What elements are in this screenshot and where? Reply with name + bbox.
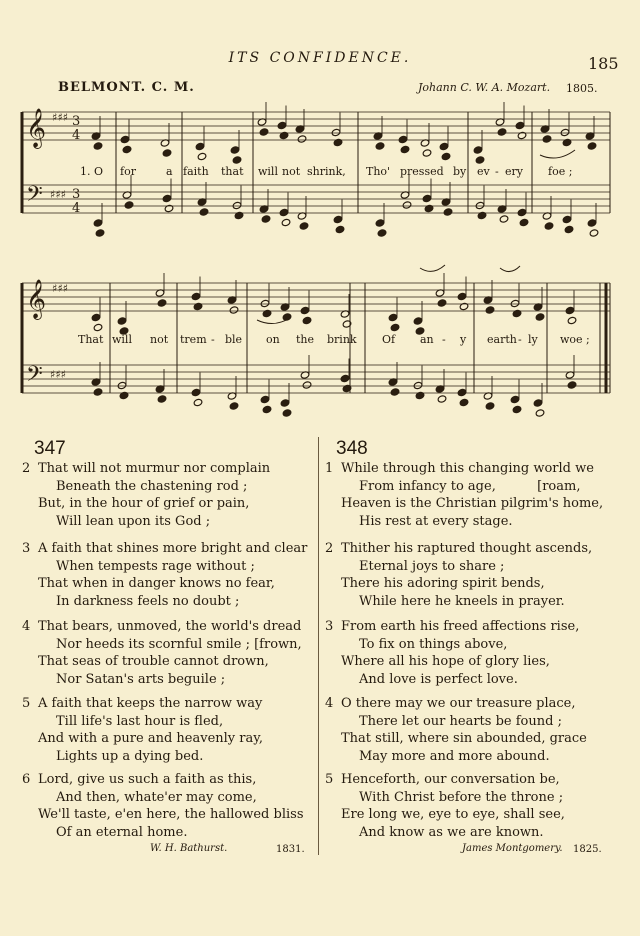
note bbox=[441, 152, 451, 160]
verse-line: Henceforth, our conversation be, bbox=[341, 772, 560, 787]
note bbox=[117, 317, 127, 325]
note bbox=[457, 292, 467, 300]
lyric-syllable: - bbox=[442, 333, 446, 346]
verse-line: While here he kneels in prayer. bbox=[359, 593, 565, 609]
note bbox=[402, 201, 412, 209]
verse-line: From earth his freed affections rise, bbox=[341, 619, 580, 634]
note bbox=[302, 381, 312, 389]
composer: Johann C. W. A. Mozart. bbox=[418, 81, 551, 94]
note bbox=[124, 201, 134, 209]
time-signature: 3 bbox=[72, 114, 81, 129]
note bbox=[340, 374, 350, 382]
lyric-syllable: ly bbox=[528, 333, 538, 346]
running-header: ITS CONFIDENCE. bbox=[228, 50, 412, 66]
note bbox=[497, 128, 507, 136]
note bbox=[517, 131, 527, 139]
verse-line: Will lean upon its God ; bbox=[56, 513, 211, 529]
note bbox=[477, 211, 487, 219]
note bbox=[157, 299, 167, 307]
time-signature: 3 bbox=[72, 187, 81, 202]
note bbox=[377, 229, 387, 237]
note bbox=[193, 398, 203, 406]
verse-line: With Christ before the throne ; bbox=[359, 789, 564, 805]
note bbox=[390, 323, 400, 331]
verse-line: That bears, unmoved, the world's dread bbox=[38, 619, 302, 634]
note bbox=[197, 152, 207, 160]
verse-number: 1 bbox=[325, 461, 334, 476]
verse-line: We'll taste, e'en here, the hallowed bliss bbox=[38, 807, 304, 823]
lyric-syllable: not bbox=[150, 333, 169, 346]
note bbox=[279, 131, 289, 139]
note bbox=[544, 222, 554, 230]
note bbox=[475, 201, 485, 209]
verse-line: That still, where sin abounded, grace bbox=[341, 731, 587, 747]
note bbox=[282, 409, 292, 417]
note bbox=[459, 398, 469, 406]
note bbox=[277, 121, 287, 129]
note bbox=[388, 313, 398, 321]
note bbox=[515, 121, 525, 129]
verse-line: Lord, give us such a faith as this, bbox=[38, 772, 257, 787]
verse-line: Beneath the chastening rod ; bbox=[56, 478, 248, 494]
lyric-syllable: will bbox=[258, 165, 278, 178]
hymn-347-author: W. H. Bathurst. bbox=[150, 843, 228, 854]
lyric-syllable: ery bbox=[505, 165, 523, 178]
note bbox=[443, 208, 453, 216]
note bbox=[95, 229, 105, 237]
lyric-syllable: faith bbox=[183, 165, 209, 178]
note bbox=[562, 215, 572, 223]
treble-clef-icon: 𝄞 bbox=[26, 108, 47, 148]
slur bbox=[420, 265, 445, 271]
lyric-syllable: an bbox=[420, 333, 434, 346]
key-signature-icon: ♯♯♯ bbox=[52, 282, 68, 295]
verse-line: Lights up a dying bed. bbox=[56, 748, 204, 764]
verse-line: There let our hearts be found ; bbox=[359, 713, 562, 729]
note bbox=[413, 381, 423, 389]
note bbox=[398, 135, 408, 143]
note bbox=[279, 208, 289, 216]
note bbox=[567, 381, 577, 389]
lyric-syllable: a bbox=[166, 165, 173, 178]
verse-line: O there may we our treasure place, bbox=[341, 696, 576, 711]
note bbox=[93, 142, 103, 150]
lyric-syllable: foe ; bbox=[548, 165, 573, 178]
verse-number: 2 bbox=[22, 461, 31, 476]
lyric-syllable: Tho' bbox=[366, 165, 391, 178]
note bbox=[542, 135, 552, 143]
lyric-syllable: by bbox=[453, 165, 467, 178]
verse-line: And know as we are known. bbox=[359, 824, 544, 840]
note bbox=[567, 316, 577, 324]
verse-line: While through this changing world we bbox=[341, 461, 594, 476]
note bbox=[199, 208, 209, 216]
hymn-348-verse bbox=[325, 540, 593, 610]
note bbox=[262, 405, 272, 413]
note bbox=[300, 306, 310, 314]
composer-year: 1805. bbox=[566, 82, 598, 95]
note bbox=[262, 309, 272, 317]
lyric-syllable: That bbox=[78, 333, 104, 346]
note bbox=[535, 313, 545, 321]
note bbox=[587, 219, 597, 227]
note bbox=[510, 395, 520, 403]
note bbox=[230, 146, 240, 154]
note bbox=[260, 299, 270, 307]
note bbox=[485, 402, 495, 410]
lyric-syllable: the bbox=[296, 333, 315, 346]
lyric-syllable: - bbox=[495, 165, 499, 178]
note bbox=[157, 395, 167, 403]
verse-line: His rest at every stage. bbox=[359, 513, 513, 529]
note bbox=[333, 138, 343, 146]
verse-number: 4 bbox=[22, 619, 31, 634]
note bbox=[564, 225, 574, 233]
verse-number: 6 bbox=[22, 772, 31, 787]
page-number: 185 bbox=[588, 54, 619, 73]
tune-name: BELMONT. C. M. bbox=[58, 80, 195, 95]
note bbox=[560, 128, 570, 136]
hymn-347-verse bbox=[22, 460, 271, 530]
note bbox=[457, 388, 467, 396]
lyric-syllable: will bbox=[112, 333, 132, 346]
note bbox=[333, 215, 343, 223]
note bbox=[485, 306, 495, 314]
note bbox=[93, 388, 103, 396]
verse-line: That when in danger knows no fear, bbox=[38, 576, 275, 592]
note bbox=[473, 146, 483, 154]
time-signature: 4 bbox=[72, 201, 81, 216]
note bbox=[162, 194, 172, 202]
time-signature: 4 bbox=[72, 128, 81, 143]
note bbox=[259, 128, 269, 136]
note bbox=[120, 135, 130, 143]
verse-line: And then, whate'er may come, bbox=[56, 789, 257, 805]
note bbox=[517, 208, 527, 216]
lyric-syllable: ble bbox=[225, 333, 243, 346]
verse-number: 5 bbox=[22, 696, 31, 711]
hymn-348-verse bbox=[325, 695, 587, 765]
key-signature-icon: ♯♯♯ bbox=[50, 368, 66, 381]
note bbox=[229, 306, 239, 314]
verse-line: That will not murmur nor complain bbox=[38, 461, 271, 476]
note bbox=[162, 149, 172, 157]
lyric-syllable: trem bbox=[180, 333, 207, 346]
verse-line: There his adoring spirit bends, bbox=[341, 576, 545, 592]
note bbox=[475, 156, 485, 164]
verse-line: Till life's last hour is fled, bbox=[56, 713, 224, 729]
note bbox=[459, 302, 469, 310]
verse-line: A faith that shines more bright and clear bbox=[38, 541, 308, 556]
note bbox=[400, 145, 410, 153]
note bbox=[191, 292, 201, 300]
verse-line: In darkness feels no doubt ; bbox=[56, 593, 240, 609]
lyric-syllable: ev bbox=[477, 165, 490, 178]
note bbox=[229, 402, 239, 410]
slur bbox=[500, 266, 520, 272]
key-signature-icon: ♯♯♯ bbox=[52, 111, 68, 124]
note bbox=[280, 399, 290, 407]
bass-clef-icon: 𝄢 bbox=[26, 362, 43, 392]
note bbox=[91, 313, 101, 321]
note bbox=[587, 142, 597, 150]
lyric-syllable: brink bbox=[327, 333, 357, 346]
hymn-348-verse bbox=[325, 460, 604, 530]
hymn-347-year: 1831. bbox=[276, 844, 305, 855]
column-divider bbox=[318, 437, 319, 855]
note bbox=[589, 229, 599, 237]
verse-number: 5 bbox=[325, 772, 334, 787]
note bbox=[512, 405, 522, 413]
lyric-syllable: shrink, bbox=[307, 165, 346, 178]
lyric-syllable: that bbox=[221, 165, 244, 178]
lyric-syllable: earth bbox=[487, 333, 517, 346]
note bbox=[424, 204, 434, 212]
note bbox=[260, 395, 270, 403]
verse-number: 2 bbox=[325, 541, 334, 556]
note bbox=[281, 218, 291, 226]
hymn-348-year: 1825. bbox=[573, 844, 602, 855]
verse-line: May more and more abound. bbox=[359, 748, 550, 764]
note bbox=[164, 204, 174, 212]
note bbox=[193, 302, 203, 310]
lyric-syllable: woe ; bbox=[560, 333, 590, 346]
verse-number: 4 bbox=[325, 696, 334, 711]
note bbox=[565, 306, 575, 314]
note bbox=[499, 215, 509, 223]
bass-clef-icon: 𝄢 bbox=[26, 182, 43, 212]
verse-line: When tempests rage without ; bbox=[56, 558, 255, 574]
lyric-syllable: for bbox=[120, 165, 136, 178]
note bbox=[234, 211, 244, 219]
hymn-number-348: 348 bbox=[336, 438, 368, 459]
verse-line: Eternal joys to share ; bbox=[359, 558, 505, 574]
note bbox=[533, 399, 543, 407]
lyric-syllable: - bbox=[211, 333, 215, 346]
note bbox=[437, 299, 447, 307]
note bbox=[415, 391, 425, 399]
verse-line: And love is perfect love. bbox=[359, 671, 518, 687]
note bbox=[439, 142, 449, 150]
note bbox=[299, 222, 309, 230]
note bbox=[335, 225, 345, 233]
hymn-number-347: 347 bbox=[34, 438, 66, 459]
lyric-syllable: on bbox=[266, 333, 280, 346]
verse-line: But, in the hour of grief or pain, bbox=[38, 496, 250, 512]
verse-number: 3 bbox=[22, 541, 31, 556]
note bbox=[331, 128, 341, 136]
note bbox=[302, 316, 312, 324]
note bbox=[422, 149, 432, 157]
hymn-347-verse bbox=[22, 695, 263, 765]
hymn-347-verse bbox=[22, 771, 304, 841]
verse-line: And with a pure and heavenly ray, bbox=[38, 731, 263, 747]
note bbox=[375, 219, 385, 227]
verse-line: A faith that keeps the narrow way bbox=[38, 696, 263, 711]
verse-line: To fix on things above, bbox=[359, 636, 508, 652]
note bbox=[297, 135, 307, 143]
hymn-348-author: James Montgomery. bbox=[462, 843, 563, 854]
verse-line: Nor heeds its scornful smile ; [frown, bbox=[56, 636, 302, 652]
hymn-348-verse bbox=[325, 771, 565, 841]
note bbox=[535, 409, 545, 417]
lyric-syllable: not bbox=[282, 165, 301, 178]
hymn-347-verse bbox=[22, 618, 302, 688]
verse-line: That seas of trouble cannot drown, bbox=[38, 654, 269, 670]
verse-line: Of an eternal home. bbox=[56, 824, 188, 840]
slur bbox=[540, 150, 575, 158]
note bbox=[562, 138, 572, 146]
note bbox=[413, 317, 423, 325]
note bbox=[195, 142, 205, 150]
lyric-syllable: 1. O bbox=[80, 165, 104, 178]
note bbox=[122, 145, 132, 153]
hymn-347-verse bbox=[22, 540, 308, 610]
note bbox=[232, 156, 242, 164]
note bbox=[191, 388, 201, 396]
note bbox=[93, 219, 103, 227]
note bbox=[117, 381, 127, 389]
key-signature-icon: ♯♯♯ bbox=[50, 188, 66, 201]
verse-line: Nor Satan's arts beguile ; bbox=[56, 671, 226, 687]
note bbox=[512, 309, 522, 317]
note bbox=[437, 395, 447, 403]
note bbox=[93, 323, 103, 331]
note bbox=[119, 391, 129, 399]
verse-line: From infancy to age, [roam, bbox=[359, 478, 581, 494]
verse-line: Heaven is the Christian pilgrim's home, bbox=[341, 496, 604, 512]
lyric-syllable: - bbox=[518, 333, 522, 346]
verse-number: 3 bbox=[325, 619, 334, 634]
note bbox=[519, 218, 529, 226]
lyric-syllable: Of bbox=[382, 333, 396, 346]
lyric-syllable: pressed bbox=[400, 165, 444, 178]
note bbox=[422, 194, 432, 202]
note bbox=[375, 142, 385, 150]
note bbox=[390, 388, 400, 396]
lyric-syllable: y bbox=[460, 333, 467, 346]
verse-line: Where all his hope of glory lies, bbox=[341, 654, 550, 670]
treble-clef-icon: 𝄞 bbox=[26, 279, 47, 319]
hymn-348-verse bbox=[325, 618, 580, 688]
note bbox=[510, 299, 520, 307]
music-score bbox=[0, 0, 640, 430]
note bbox=[261, 215, 271, 223]
verse-line: Ere long we, eye to eye, shall see, bbox=[341, 807, 565, 823]
verse-line: Thither his raptured thought ascends, bbox=[341, 541, 593, 556]
note bbox=[232, 201, 242, 209]
